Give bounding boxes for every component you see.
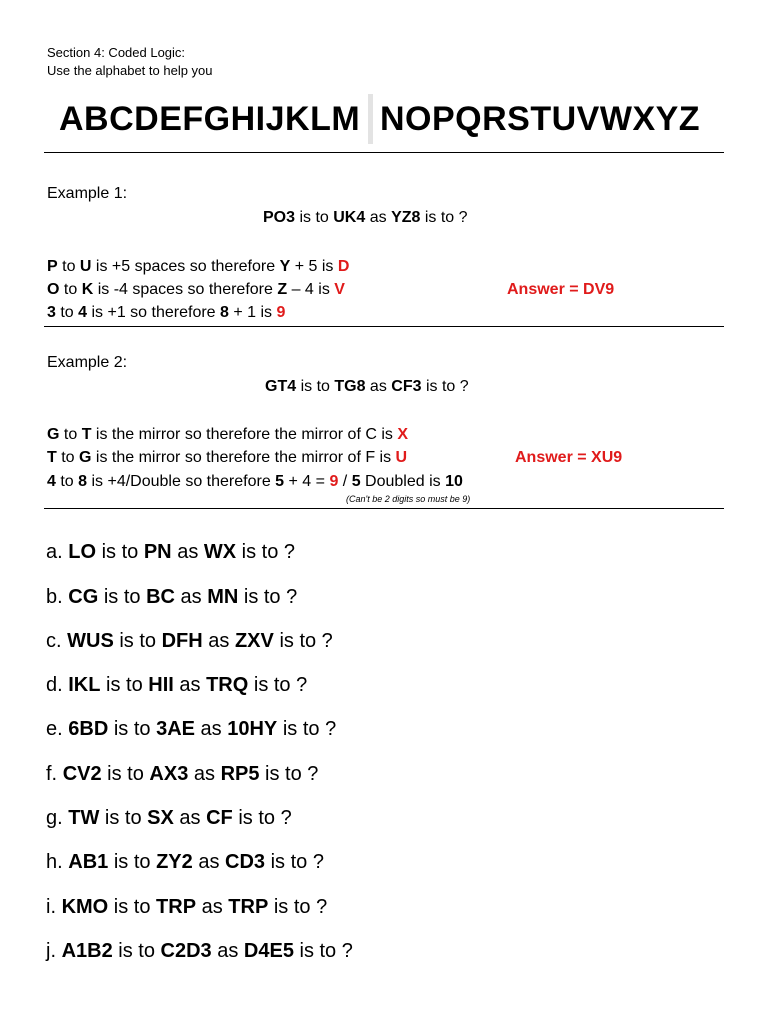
question-connector: is to (104, 807, 142, 829)
divider (44, 326, 724, 327)
example-2-step-1: G to T is the mirror so therefore the mirror of C is X (47, 426, 408, 443)
question-term-b: DFH (161, 630, 203, 652)
section-header (47, 44, 213, 80)
question-letter: j. (46, 940, 56, 962)
question-letter: a. (46, 541, 63, 563)
question-ending: is to ? (243, 586, 298, 608)
question-connector: is to (113, 718, 151, 740)
question-letter: f. (46, 763, 58, 785)
question-term-c: TRQ (206, 674, 249, 696)
question-connector: is to (101, 541, 139, 563)
question-term-a: 6BD (68, 718, 109, 740)
question-letter: c. (46, 630, 62, 652)
question-term-a: CV2 (62, 763, 102, 785)
question-connector: as (193, 763, 215, 785)
question-term-b: HII (148, 674, 174, 696)
question-ending: is to ? (282, 718, 337, 740)
example-2-label: Example 2: (47, 354, 128, 371)
question-term-b: TRP (156, 896, 197, 918)
question-term-b: 3AE (156, 718, 195, 740)
question-term-c: WX (203, 541, 237, 563)
question-connector: as (198, 851, 220, 873)
question-term-c: RP5 (220, 763, 260, 785)
question-term-b: BC (146, 586, 175, 608)
question-term-b: SX (147, 807, 174, 829)
question-term-a: KMO (61, 896, 109, 918)
question-item (46, 896, 327, 919)
question-term-c: D4E5 (243, 940, 294, 962)
question-term-a: AB1 (68, 851, 109, 873)
question-ending: is to ? (241, 541, 296, 563)
question-connector: is to (103, 586, 141, 608)
divider (44, 152, 724, 153)
divider (44, 508, 724, 509)
question-term-a: TW (68, 807, 100, 829)
question-term-a: IKL (68, 674, 101, 696)
question-connector: as (208, 630, 230, 652)
question-ending: is to ? (299, 940, 353, 962)
alphabet-second-half: NOPQRSTUVWXYZ (380, 100, 701, 138)
question-connector: as (217, 940, 239, 962)
question-term-c: CD3 (225, 851, 266, 873)
question-connector: is to (106, 674, 143, 696)
question-letter: b. (46, 586, 63, 608)
question-term-a: A1B2 (61, 940, 113, 962)
question-connector: is to (113, 851, 151, 873)
question-letter: d. (46, 674, 63, 696)
section-title: Section 4: Coded Logic: (47, 45, 186, 60)
question-connector: is to (113, 896, 151, 918)
question-letter: g. (46, 807, 63, 829)
question-term-c: CF (206, 807, 233, 829)
question-ending: is to ? (273, 896, 328, 918)
question-term-c: ZXV (234, 630, 274, 652)
example-2-prompt: GT4 is to TG8 as CF3 is to ? (265, 378, 469, 395)
question-ending: is to ? (265, 763, 319, 785)
question-term-a: LO (68, 541, 97, 563)
question-connector: is to (119, 630, 157, 652)
question-item (46, 541, 295, 564)
example-1-step-3: 3 to 4 is +1 so therefore 8 + 1 is 9 (47, 304, 286, 321)
question-term-a: WUS (67, 630, 114, 652)
question-ending: is to ? (253, 674, 308, 696)
question-item (46, 807, 292, 830)
question-connector: as (180, 586, 202, 608)
question-term-b: AX3 (149, 763, 189, 785)
question-connector: as (177, 541, 199, 563)
section-instruction: Use the alphabet to help you (47, 63, 213, 78)
question-connector: is to (107, 763, 144, 785)
question-term-b: ZY2 (156, 851, 193, 873)
question-ending: is to ? (279, 630, 333, 652)
example-1-answer: Answer = DV9 (507, 281, 615, 298)
example-2-note: (Can't be 2 digits so must be 9) (346, 494, 471, 504)
example-2-answer: Answer = XU9 (515, 449, 623, 466)
question-term-a: CG (68, 586, 99, 608)
question-term-c: TRP (228, 896, 269, 918)
question-term-b: PN (143, 541, 172, 563)
question-item (46, 718, 336, 741)
example-2-step-3: 4 to 8 is +4/Double so therefore 5 + 4 = 9 / 5 Doubled is 10 (47, 473, 463, 490)
example-1-prompt: PO3 is to UK4 as YZ8 is to ? (263, 209, 468, 226)
question-connector: as (201, 896, 223, 918)
alphabet-mirror-divider (368, 94, 373, 144)
question-connector: as (200, 718, 222, 740)
question-item (46, 763, 318, 786)
alphabet-first-half: ABCDEFGHIJKLM (59, 100, 361, 138)
question-letter: i. (46, 896, 56, 918)
example-1-step-2: O to K is -4 spaces so therefore Z – 4 is V (47, 281, 345, 298)
example-2-step-2: T to G is the mirror so therefore the mirror of F is U (47, 449, 408, 466)
example-1-label: Example 1: (47, 185, 128, 202)
example-1-step-1: P to U is +5 spaces so therefore Y + 5 is D (47, 258, 350, 275)
question-item (46, 940, 353, 963)
question-ending: is to ? (238, 807, 292, 829)
question-connector: is to (118, 940, 155, 962)
question-item (46, 586, 297, 609)
question-item (46, 630, 333, 653)
question-connector: as (179, 674, 201, 696)
question-term-c: 10HY (227, 718, 278, 740)
question-letter: e. (46, 718, 63, 740)
question-ending: is to ? (270, 851, 324, 873)
question-letter: h. (46, 851, 63, 873)
question-term-c: MN (207, 586, 239, 608)
question-item (46, 674, 307, 697)
question-connector: as (179, 807, 201, 829)
question-item (46, 851, 324, 874)
question-term-b: C2D3 (160, 940, 212, 962)
